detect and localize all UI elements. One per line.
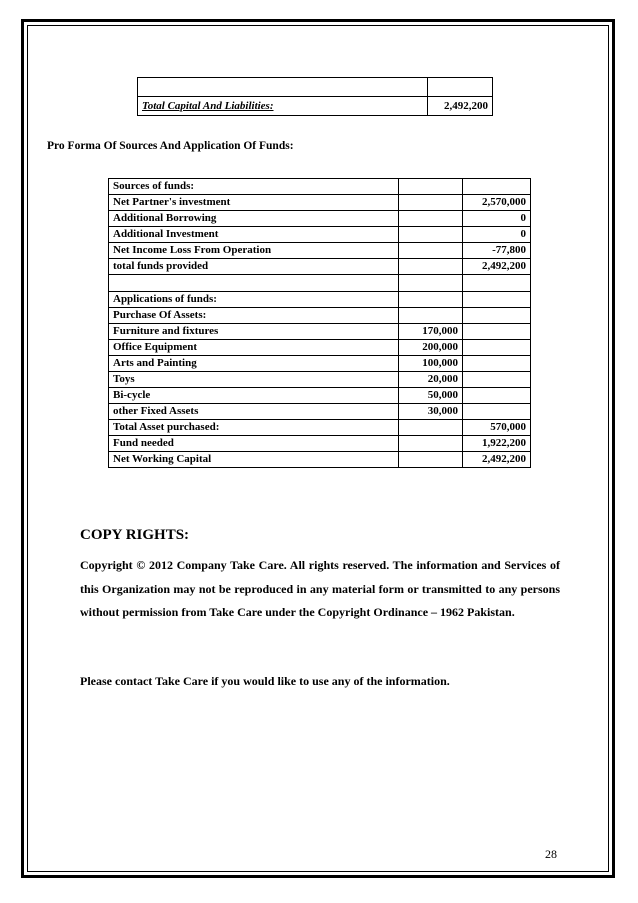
row-total [463,179,531,195]
total-capital-label: Total Capital And Liabilities: [138,97,428,116]
table-row [109,372,531,388]
table-row [109,308,531,324]
row-label: Additional Investment [109,227,399,243]
row-total: 2,492,200 [463,452,531,468]
row-label: Arts and Painting [109,356,399,372]
row-label: Toys [109,372,399,388]
row-total [463,275,531,292]
row-total: 570,000 [463,420,531,436]
row-total: 2,570,000 [463,195,531,211]
row-label: Net Income Loss From Operation [109,243,399,259]
row-amount [399,227,463,243]
row-amount [399,195,463,211]
table-row [109,275,531,292]
row-amount [399,211,463,227]
page-number: 28 [545,847,557,861]
table-row [138,78,493,97]
table-row [109,420,531,436]
row-total: 2,492,200 [463,259,531,275]
row-total [463,388,531,404]
row-total [463,372,531,388]
row-label: total funds provided [109,259,399,275]
row-total [463,340,531,356]
copyright-body [80,554,560,625]
row-amount: 100,000 [399,356,463,372]
row-label: Fund needed [109,436,399,452]
row-total [463,404,531,420]
row-amount [399,179,463,195]
table-row [109,211,531,227]
row-amount [399,275,463,292]
row-label [109,275,399,292]
row-label: Purchase Of Assets: [109,308,399,324]
table-row [109,292,531,308]
row-label: Net Partner's investment [109,195,399,211]
row-amount: 50,000 [399,388,463,404]
row-total [463,324,531,340]
contact-note: Please contact Take Care if you would like to use any of the information. [80,674,450,688]
row-amount [399,436,463,452]
table-row [109,227,531,243]
table-row [109,243,531,259]
proforma-heading: Pro Forma Of Sources And Application Of Funds: [47,140,294,152]
row-amount: 200,000 [399,340,463,356]
row-label: Bi-cycle [109,388,399,404]
row-total: -77,800 [463,243,531,259]
table-row [109,404,531,420]
row-label: Furniture and fixtures [109,324,399,340]
row-amount [399,420,463,436]
copyright-title: COPY RIGHTS: [80,527,190,543]
row-label: Additional Borrowing [109,211,399,227]
row-total [463,356,531,372]
row-label: Total Asset purchased: [109,420,399,436]
row-amount [399,243,463,259]
sources-application-funds-table [108,178,531,468]
table-row [109,324,531,340]
row-total [463,308,531,324]
row-total: 0 [463,211,531,227]
row-amount: 170,000 [399,324,463,340]
table-row [109,388,531,404]
row-amount [399,308,463,324]
row-label: Sources of funds: [109,179,399,195]
table-row [109,436,531,452]
row-amount: 20,000 [399,372,463,388]
row-label: Net Working Capital [109,452,399,468]
table-row [109,340,531,356]
copyright-paragraph: Copyright © 2012 Company Take Care. All rights reserved. The information and Services of this Organization may not be reproduced in any material form or transmitted to any persons without permission from Take Care under the Copyright Ordinance – 1962 Pakistan. [80,558,560,619]
capital-liabilities-table [137,77,493,116]
row-amount [399,259,463,275]
row-total [463,292,531,308]
row-label: Applications of funds: [109,292,399,308]
row-label: other Fixed Assets [109,404,399,420]
table-row [109,356,531,372]
row-label: Office Equipment [109,340,399,356]
total-capital-value: 2,492,200 [428,97,493,116]
row-amount [399,292,463,308]
row-total: 1,922,200 [463,436,531,452]
table-row [109,259,531,275]
table-row [109,195,531,211]
table-row [138,97,493,116]
row-total: 0 [463,227,531,243]
row-amount [399,452,463,468]
table-row [109,179,531,195]
table-row [109,452,531,468]
row-amount: 30,000 [399,404,463,420]
